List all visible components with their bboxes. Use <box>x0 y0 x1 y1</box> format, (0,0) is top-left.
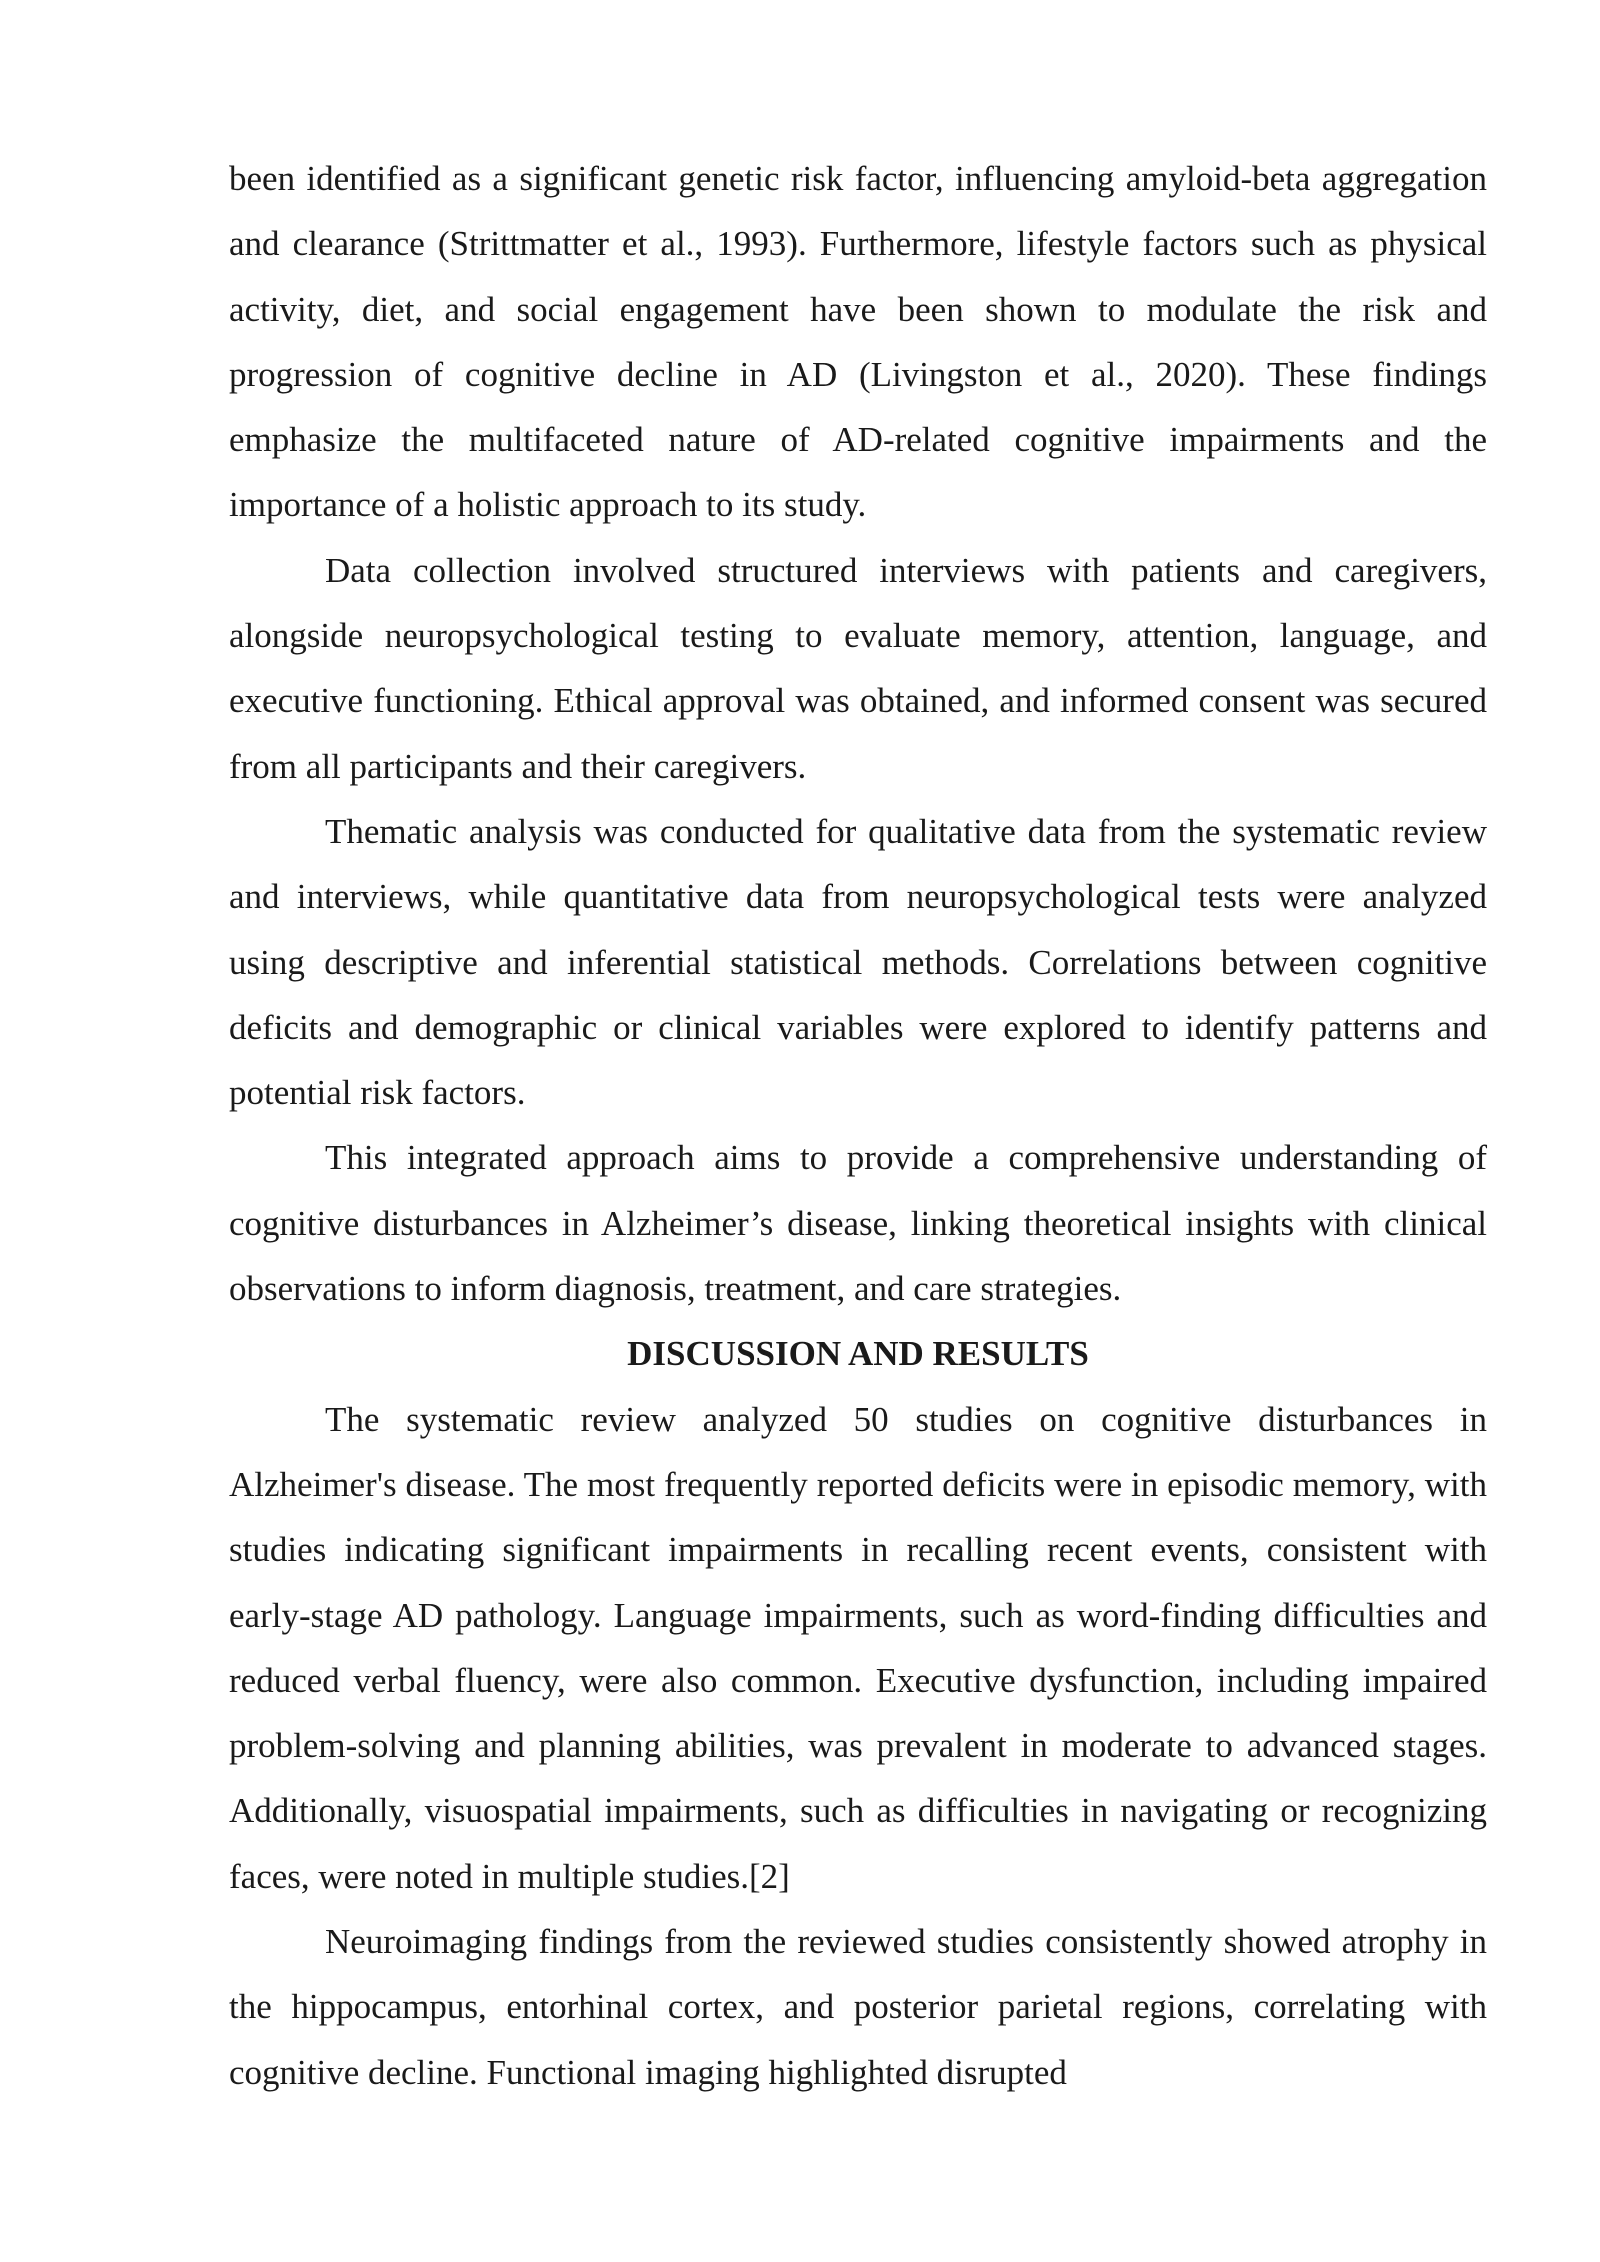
paragraph-data-collection: Data collection involved structured interviews with patients and caregivers, alongside neuropsychological testing to evaluate memory, attention, language, and executive functioning. Ethical approval was obtained, and informed consent was secured from all participants and their caregivers. <box>229 550 1487 786</box>
paragraph-genetic-risk: been identified as a significant genetic risk factor, influencing amyloid-beta aggregation and clearance (Strittmatter et al., 1993). Furthermore, lifestyle factors such as physical activity, diet, and social engagement have been shown to modulate the risk and progression of cognitive decline in AD (Livingston et al., 2020). These findings emphasize the multifaceted nature of AD-related cognitive impairments and the importance of a holistic approach to its study. <box>229 159 1487 525</box>
section-heading-discussion: DISCUSSION AND RESULTS <box>627 1334 1089 1374</box>
paragraph-thematic-analysis: Thematic analysis was conducted for qualitative data from the systematic review and interviews, while quantitative data from neuropsychological tests were analyzed using descriptive and inferential statistical methods. Correlations between cognitive deficits and demographic or clinical variables were explored to identify patterns and potential risk factors. <box>229 811 1487 1113</box>
document-body <box>229 146 1487 2105</box>
paragraph-systematic-review: The systematic review analyzed 50 studies on cognitive disturbances in Alzheimer's disease. The most frequently reported deficits were in episodic memory, with studies indicating significant impairments in recalling recent events, consistent with early-stage AD pathology. Language impairments, such as word-finding difficulties and reduced verbal fluency, were also common. Executive dysfunction, including impaired problem-solving and planning abilities, was prevalent in moderate to advanced stages. Additionally, visuospatial impairments, such as difficulties in navigating or recognizing faces, were noted in multiple studies.[2] <box>229 1399 1487 1896</box>
paragraph-integrated-approach: This integrated approach aims to provide a comprehensive understanding of cognitive disturbances in Alzheimer’s disease, linking theoretical insights with clinical observations to inform diagnosis, treatment, and care strategies. <box>229 1138 1487 1309</box>
paragraph-neuroimaging: Neuroimaging findings from the reviewed studies consistently showed atrophy in the hippocampus, entorhinal cortex, and posterior parietal regions, correlating with cognitive decline. Functional imaging highlighted disrupted <box>229 1922 1487 2092</box>
